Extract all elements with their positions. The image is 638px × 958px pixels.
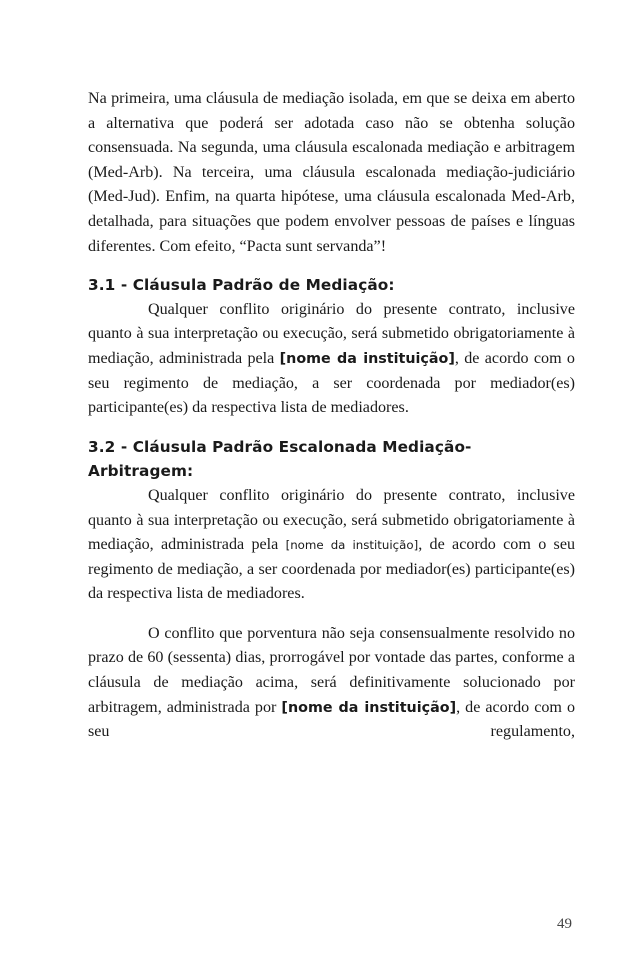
section-3-2-institution-placeholder: [nome da instituição] (285, 538, 419, 553)
section-3-2-heading: 3.2 - Cláusula Padrão Escalonada Mediação-Arbitragem: (88, 437, 472, 481)
section-3-2-paragraph (88, 484, 575, 607)
closing-paragraph (88, 622, 575, 745)
section-3-1-text-before: Qualquer conflito originário do presente contrato, inclusive quanto à sua interpretação ou execução, será submetido obrigatoriamente à mediação, administrada pela (88, 300, 575, 367)
section-3-1-institution-placeholder: [nome da instituição] (279, 350, 455, 367)
closing-text-before: O conflito que porventura não seja consensualmente resolvido no prazo de 60 (sessenta) dias, prorrogável por vontade das partes, conforme a cláusula de mediação acima, será definitivamente solucionado por arbitragem, administrada por (88, 624, 575, 716)
document-page (88, 87, 575, 745)
intro-paragraph: Na primeira, uma cláusula de mediação isolada, em que se deixa em aberto a alternativa que poderá ser adotada caso não se obtenha solução consensuada. Na segunda, uma cláusula escalonada mediação e arbitragem (Med-Arb). Na terceira, uma cláusula escalonada mediação-judiciário (Med-Jud). Enfim, na quarta hipótese, uma cláusula escalonada Med-Arb, detalhada, para situações que podem envolver pessoas de países e línguas diferentes. Com efeito, “Pacta sunt servanda”! (88, 90, 575, 255)
section-3-2-text-before: Qualquer conflito originário do presente contrato, inclusive quanto à sua interpretação ou execução, será submetido obrigatoriamente à mediação, administrada pela (88, 486, 575, 554)
section-3-1-paragraph (88, 298, 575, 421)
page-number: 49 (557, 916, 572, 932)
closing-text-after: , de acordo com o seu regulamento, (88, 698, 575, 741)
section-3-1-heading: 3.1 - Cláusula Padrão de Mediação: (88, 276, 395, 295)
closing-institution-placeholder: [nome da instituição] (281, 699, 457, 716)
section-3-2-text-after: , de acordo com o seu regimento de mediação, a ser coordenada por mediador(es) participante(es) da respectiva lista de mediadores. (88, 536, 576, 603)
section-3-1-text-after: , de acordo com o seu regimento de mediação, a ser coordenada por mediador(es) participante(es) da respectiva lista de mediadores. (88, 349, 575, 417)
